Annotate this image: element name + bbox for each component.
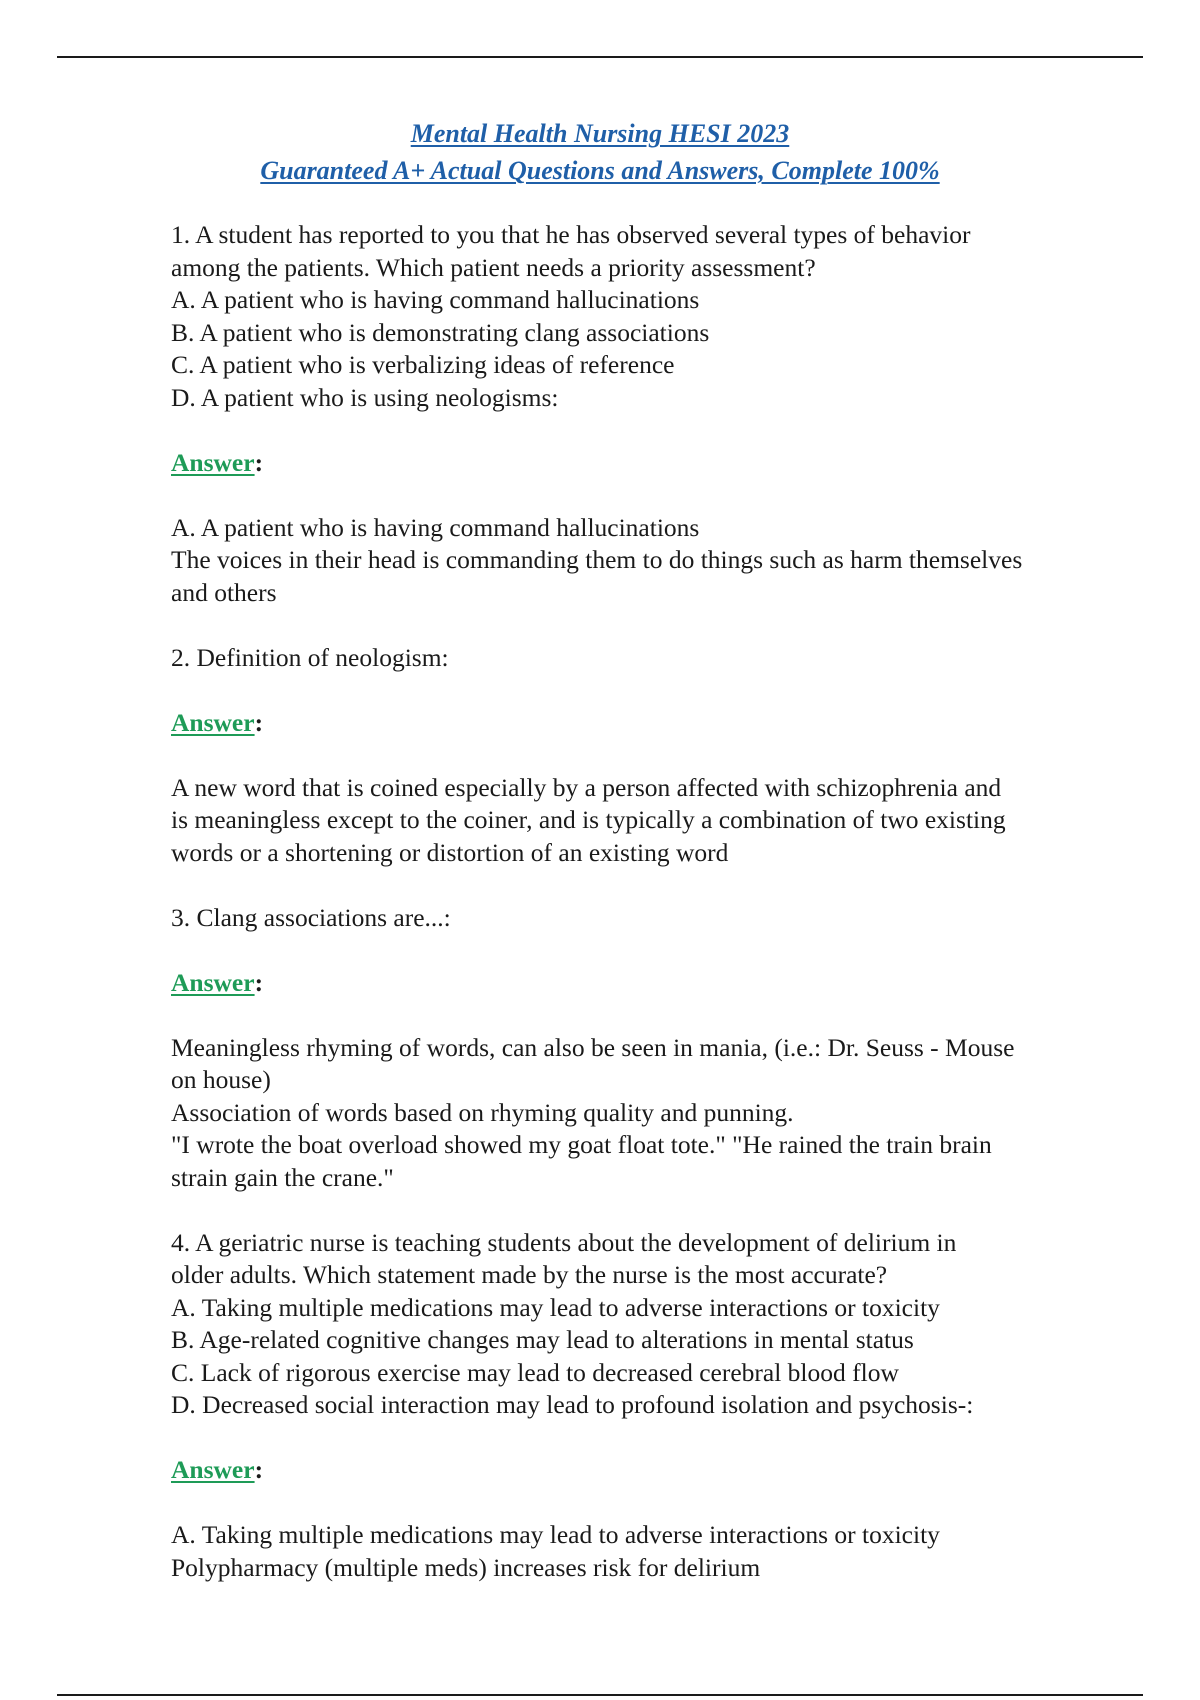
answer-text: A. Taking multiple medications may lead to adverse interactions or toxicity: [171, 1520, 940, 1549]
title-line-1: Mental Health Nursing HESI 2023: [410, 119, 790, 148]
answer-text: A. A patient who is having command hallucinations: [171, 512, 700, 542]
question-text: 4. A geriatric nurse is teaching students about the development of delirium in: [171, 1227, 957, 1257]
answer-text: strain gain the crane.": [171, 1162, 394, 1192]
question-text: older adults. Which statement made by the nurse is the most accurate?: [171, 1260, 888, 1289]
question-block: [171, 1227, 1131, 1585]
answer-label: Answer:: [171, 967, 264, 997]
answer-label: Answer:: [171, 1455, 264, 1484]
answer-option: D. Decreased social interaction may lead to profound isolation and psychosis-:: [171, 1390, 974, 1419]
answer-option: C. A patient who is verbalizing ideas of reference: [171, 350, 675, 379]
answer-label: Answer:: [171, 707, 264, 737]
answer-option: A. Taking multiple medications may lead to adverse interactions or toxicity: [171, 1292, 940, 1322]
answer-option: C. Lack of rigorous exercise may lead to decreased cerebral blood flow: [171, 1357, 899, 1387]
question-block: [171, 642, 1131, 870]
answer-text: Association of words based on rhyming quality and punning.: [171, 1097, 794, 1127]
answer-option: B. A patient who is demonstrating clang associations: [171, 317, 710, 347]
answer-text: words or a shortening or distortion of an existing word: [171, 837, 729, 867]
question-text: 2. Definition of neologism:: [171, 642, 449, 672]
answer-text: A new word that is coined especially by a person affected with schizophrenia and: [171, 772, 1002, 802]
question-text: 3. Clang associations are...:: [171, 902, 451, 932]
answer-text: The voices in their head is commanding them to do things such as harm themselves: [171, 545, 1023, 574]
answer-text: on house): [171, 1065, 271, 1094]
answer-text: is meaningless except to the coiner, and is typically a combination of two existing: [171, 805, 1006, 834]
question-text: among the patients. Which patient needs a priority assessment?: [171, 252, 816, 282]
question-block: [171, 219, 1131, 609]
answer-text: and others: [171, 577, 277, 607]
answer-text: Polypharmacy (multiple meds) increases risk for delirium: [171, 1552, 761, 1582]
answer-option: B. Age-related cognitive changes may lead to alterations in mental status: [171, 1325, 914, 1354]
title-line-2: Guaranteed A+ Actual Questions and Answers, Complete 100%: [260, 156, 940, 185]
answer-option: A. A patient who is having command hallucinations: [171, 285, 700, 314]
answer-text: "I wrote the boat overload showed my goat float tote." "He rained the train brain: [171, 1130, 992, 1159]
header-rule: [57, 56, 1143, 58]
answer-option: D. A patient who is using neologisms:: [171, 382, 559, 412]
qa-content: [171, 219, 1131, 1584]
answer-label: Answer:: [171, 447, 264, 477]
answer-text: Meaningless rhyming of words, can also be seen in mania, (i.e.: Dr. Seuss - Mouse: [171, 1032, 1015, 1062]
question-block: [171, 902, 1131, 1195]
question-text: 1. A student has reported to you that he has observed several types of behavior: [171, 220, 971, 249]
footer-rule: [57, 1694, 1143, 1696]
document-title: [0, 115, 1200, 189]
